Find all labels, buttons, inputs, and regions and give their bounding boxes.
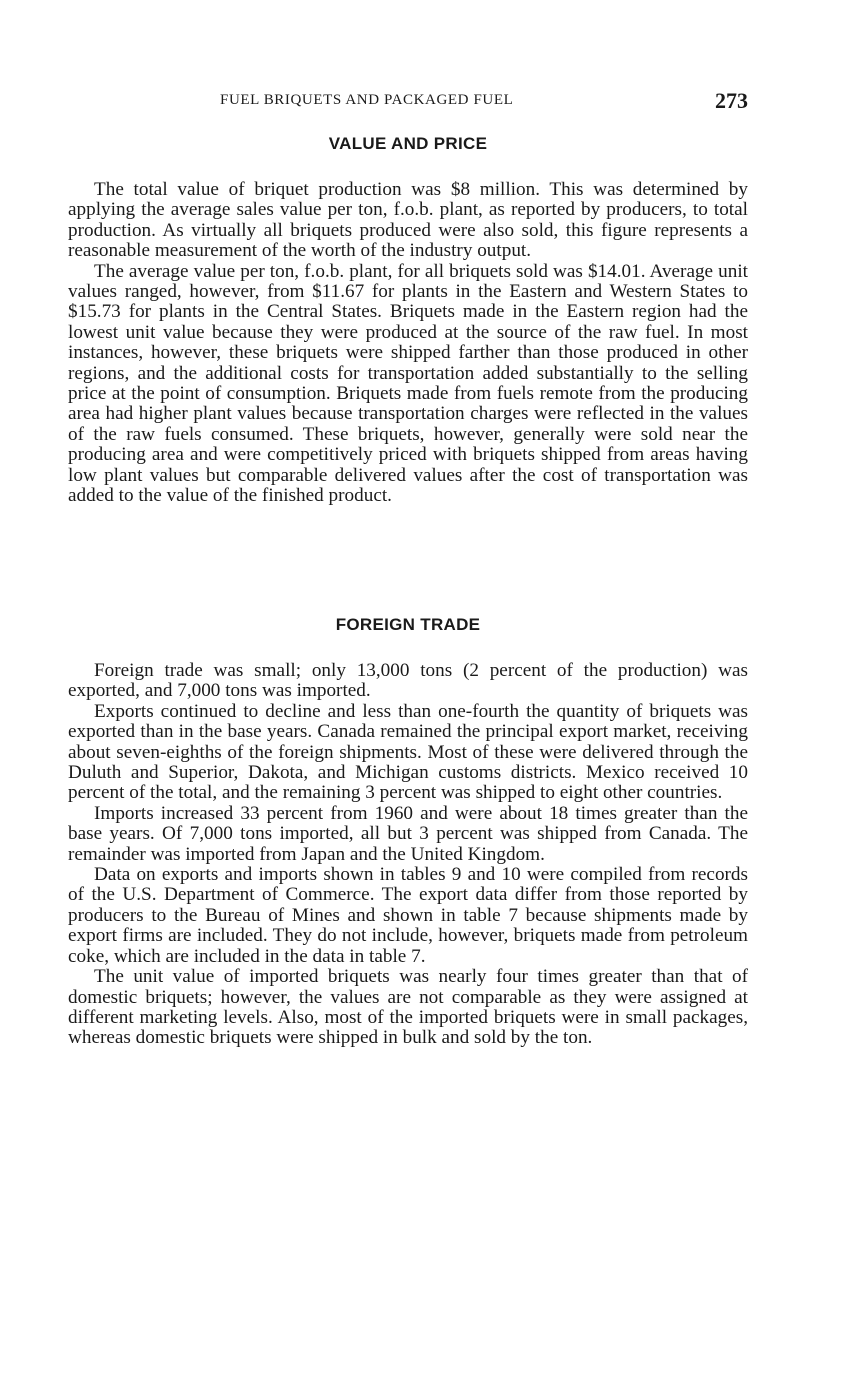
- paragraph: Foreign trade was small; only 13,000 tons (2 percent of the production) was exported, and 7,000 tons was imported.: [68, 660, 748, 702]
- paragraph: Exports continued to decline and less than one-fourth the quantity of briquets was exported than in the base years. Canada remained the principal export market, receiving about seven-eighths of the foreign shipments. Most of these were delivered through the Duluth and Superior, Dakota, and Michigan customs districts. Mexico received 10 percent of the total, and the remaining 3 percent was shipped to eight other countries.: [68, 700, 748, 804]
- paragraph: The average value per ton, f.o.b. plant, for all briquets sold was $14.01. Average unit values ranged, however, from $11.67 for plants in the Eastern and Western States to $15.73 for plants in the Central States. Briquets made in the Eastern region had the lowest unit value because they were produced at the source of the raw fuel. In most instances, however, these briquets were shipped farther than those produced in other regions, and the additional costs for transportation added substantially to the selling price at the point of consumption. Briquets made from fuels remote from the producing area had higher plant values because transportation charges were reflected in the values of the raw fuels consumed. These briquets, however, generally were sold near the producing area and were competitively priced with briquets shipped from areas having low plant values but comparable delivered values after the cost of transportation was added to the value of the finished product.: [68, 260, 748, 507]
- section-heading: VALUE AND PRICE: [328, 134, 488, 153]
- paragraph: Data on exports and imports shown in tables 9 and 10 were compiled from records of the U.S. Department of Commerce. The export data differ from those reported by producers to the Bureau of Mines and shown in table 7 because shipments made by export firms are included. They do not include, however, briquets made from petroleum coke, which are included in the data in table 7.: [68, 864, 748, 967]
- section-body: [68, 180, 748, 507]
- paragraph: The total value of briquet production was $8 million. This was determined by applying the average sales value per ton, f.o.b. plant, as reported by producers, to total production. As virtually all briquets produced were also sold, this figure represents a reasonable measurement of the worth of the industry output.: [68, 179, 748, 262]
- section-foreign-trade: [68, 615, 748, 1049]
- page-number: 273: [715, 88, 748, 113]
- running-head-title: FUEL BRIQUETS AND PACKAGED FUEL: [220, 92, 514, 108]
- section-body: [68, 661, 748, 1049]
- running-head: [70, 88, 750, 116]
- section-heading: FOREIGN TRADE: [335, 615, 481, 634]
- paragraph: The unit value of imported briquets was nearly four times greater than that of domestic briquets; however, the values are not comparable as they were assigned at different marketing levels. Also, most of the imported briquets were in small packages, whereas domestic briquets were shipped in bulk and sold by the ton.: [68, 966, 748, 1049]
- section-value-and-price: [68, 134, 748, 507]
- paragraph: Imports increased 33 percent from 1960 and were about 18 times greater than the base years. Of 7,000 tons imported, all but 3 percent was shipped from Canada. The remainder was imported from Japan and the United Kingdom.: [68, 802, 748, 865]
